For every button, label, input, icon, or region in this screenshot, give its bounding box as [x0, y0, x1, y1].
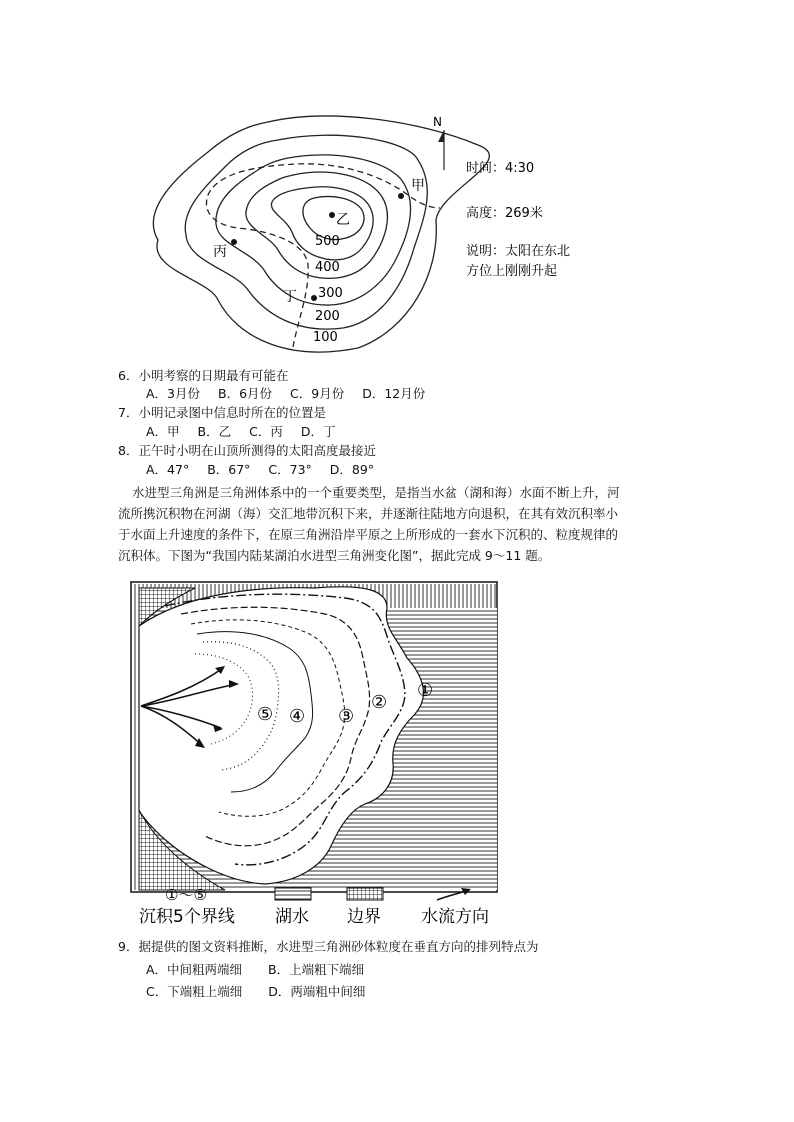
question-9-stem: 9．据提供的图文资料推断，水进型三角洲砂体粒度在垂直方向的排列特点为: [118, 939, 539, 954]
point-jia-marker: [398, 193, 404, 199]
question-7-stem: 7．小明记录图中信息时所在的位置是: [118, 405, 326, 420]
q8-option-d[interactable]: D．89°: [329, 462, 375, 477]
delta-diagram-figure: [125, 578, 503, 928]
delta-diagram-svg: [125, 578, 503, 928]
contour-map-figure: [118, 100, 610, 358]
contour-300: [216, 155, 411, 305]
q9-option-b[interactable]: B．上端粗下端细: [268, 962, 365, 977]
passage-line-1: 水进型三角洲是三角洲体系中的一个重要类型，是指当水盆（湖和海）水面不断上升，河: [132, 485, 620, 500]
info-note-line1: 说明：太阳在东北: [466, 244, 571, 259]
q7-option-a[interactable]: A．甲: [146, 424, 180, 439]
point-bing-label: 丙: [213, 244, 227, 260]
info-time: 时间：4:30: [466, 161, 535, 176]
q8-option-a[interactable]: A．47°: [146, 462, 190, 477]
contour-label-500: 500: [315, 234, 340, 249]
q8-option-b[interactable]: B．67°: [207, 462, 251, 477]
point-ding-marker: [311, 295, 317, 301]
legend-border-label: 边界: [347, 907, 381, 927]
contour-200: [185, 135, 427, 329]
legend-border-swatch: [347, 888, 383, 900]
question-6-options: [146, 385, 439, 403]
q7-option-d[interactable]: D．丁: [300, 424, 336, 439]
q6-option-a[interactable]: A．3月份: [146, 386, 201, 401]
contour-label-200: 200: [315, 309, 340, 324]
q6-option-b[interactable]: B．6月份: [218, 386, 273, 401]
question-9-options-row1: [146, 961, 386, 979]
point-jia-label: 甲: [411, 178, 425, 194]
circle-2: ②: [371, 692, 388, 713]
q9-option-c[interactable]: C．下端粗上端细: [146, 984, 243, 999]
q6-option-c[interactable]: C．9月份: [290, 386, 345, 401]
passage-line-3: 于水面上升速度的条件下，在原三角洲沿岸平原之上所形成的一套水下沉积的、粒度规律的: [118, 527, 619, 542]
question-7-options: [146, 423, 349, 441]
circle-4: ④: [289, 706, 306, 727]
legend-lake-swatch: [275, 888, 311, 900]
point-yi-label: 乙: [336, 212, 350, 228]
contour-label-300: 300: [318, 286, 343, 301]
north-arrow-icon: [438, 130, 444, 170]
q9-option-d[interactable]: D．两端粗中间细: [268, 984, 366, 999]
question-8-stem: 8．正午时小明在山顶所测得的太阳高度最接近: [118, 443, 376, 458]
legend-lake-label: 湖水: [275, 907, 309, 927]
circle-1: ①: [417, 680, 434, 701]
north-label: N: [433, 115, 442, 129]
contour-map-svg: [118, 100, 610, 358]
point-ding-label: 丁: [283, 289, 297, 305]
passage: [118, 482, 688, 566]
passage-line-4: 沉积体。下图为“我国内陆某湖泊水进型三角洲变化图”，据此完成 9～11 题。: [118, 548, 551, 563]
legend-flow-label: 水流方向: [421, 907, 489, 927]
q7-option-c[interactable]: C．丙: [249, 424, 283, 439]
circle-3: ③: [338, 706, 355, 727]
question-8-options: [146, 461, 388, 479]
question-9-options-row2: [146, 983, 387, 1001]
info-height: 高度：269米: [466, 206, 543, 221]
passage-line-2: 流所携沉积物在河湖（海）交汇地带沉积下来，并逐渐往陆地方向退积，在其有效沉积率小: [118, 506, 619, 521]
q9-option-a[interactable]: A．中间粗两端细: [146, 962, 243, 977]
legend-range: ①～⑤: [165, 886, 207, 904]
q6-option-d[interactable]: D．12月份: [362, 386, 426, 401]
contour-label-100: 100: [313, 330, 338, 345]
q8-option-c[interactable]: C．73°: [268, 462, 312, 477]
circle-5: ⑤: [257, 704, 274, 725]
q7-option-b[interactable]: B．乙: [197, 424, 232, 439]
question-6-stem: 6．小明考察的日期最有可能在: [118, 368, 289, 383]
legend-line-label: 沉积5个界线: [139, 907, 235, 927]
point-yi-marker: [329, 212, 335, 218]
point-bing-marker: [231, 239, 237, 245]
info-note-line2: 方位上刚刚升起: [466, 264, 558, 279]
contour-label-400: 400: [315, 260, 340, 275]
